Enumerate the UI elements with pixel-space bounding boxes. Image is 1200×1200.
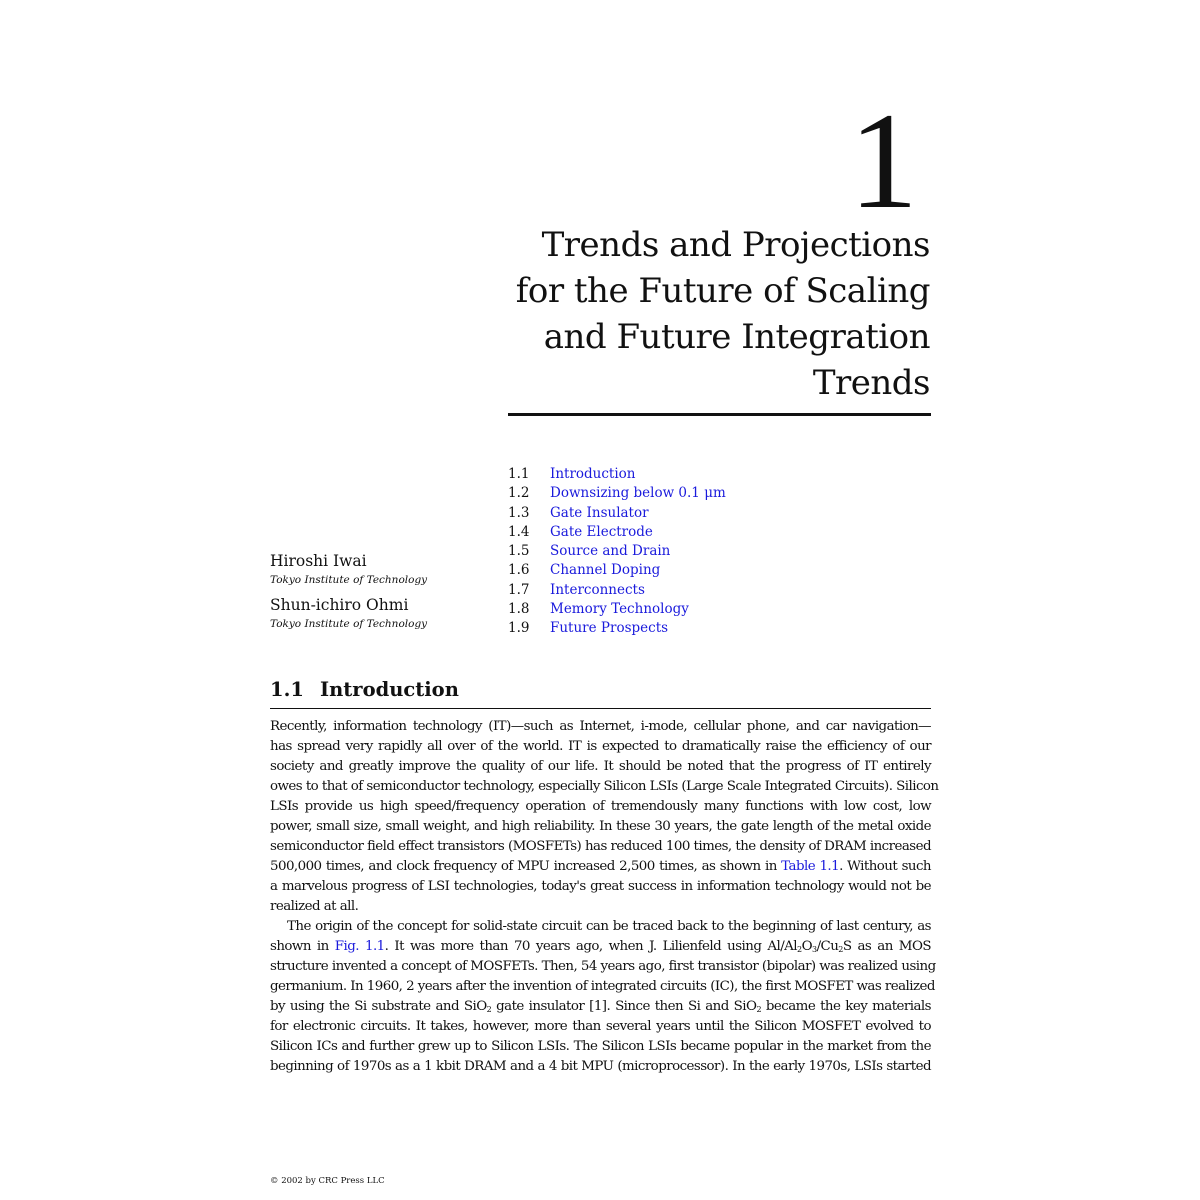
chapter-title: [450, 222, 930, 406]
author-affiliation: Tokyo Institute of Technology: [270, 574, 428, 586]
section-divider: [270, 708, 931, 709]
text-line: a marvelous progress of LSI technologies, today's great success in information technology would not be: [270, 879, 931, 894]
subscript: 3: [812, 945, 817, 954]
title-divider: [508, 413, 931, 416]
text-line: beginning of 1970s as a 1 kbit DRAM and a 4 bit MPU (microprocessor). In the early 1970s, LSIs started: [270, 1059, 931, 1074]
subscript: 2: [797, 945, 802, 954]
toc-number: 1.4: [508, 523, 530, 540]
author-name: Shun-ichiro Ohmi: [270, 596, 409, 614]
authors: [270, 550, 427, 638]
toc-number: 1.2: [508, 485, 530, 502]
text-span: /Cu: [816, 939, 839, 954]
table-of-contents: [508, 465, 726, 639]
section-heading: [270, 676, 931, 704]
text-line: structure invented a concept of MOSFETs. Then, 54 years ago, first transistor (bipolar) was realized using: [270, 959, 936, 974]
text-span: S as an MOS: [842, 939, 931, 954]
toc-item: [508, 484, 726, 503]
text-line: for electronic circuits. It takes, however, more than several years until the Silicon MOSFET evolved to: [270, 1019, 931, 1034]
toc-item: [508, 465, 726, 484]
text-line: semiconductor field effect transistors (MOSFETs) has reduced 100 times, the density of DRAM increased: [270, 839, 931, 854]
text-line: Silicon ICs and further grew up to Silicon LSIs. The Silicon LSIs became popular in the market from the: [270, 1039, 931, 1054]
chapter-title-line: and Future Integration: [543, 317, 930, 357]
text-span: 500,000 times, and clock frequency of MPU increased 2,500 times, as shown in: [270, 859, 782, 874]
subscript: 2: [486, 1005, 492, 1014]
text-span: shown in: [270, 939, 335, 954]
section-number: 1.1: [270, 678, 304, 701]
text-line: Recently, information technology (IT)—such as Internet, i-mode, cellular phone, and car navigation—: [270, 719, 931, 734]
text-line: power, small size, small weight, and high reliability. In these 30 years, the gate length of the metal oxide: [270, 819, 931, 834]
text-line: [270, 857, 931, 877]
author-name: Hiroshi Iwai: [270, 552, 367, 570]
text-span: gate insulator [1]. Since then Si and SiO: [491, 999, 757, 1014]
subscript: 2: [756, 1005, 761, 1014]
section-title: Introduction: [320, 678, 459, 701]
text-line: has spread very rapidly all over of the world. IT is expected to dramatically raise the efficiency of our: [270, 739, 931, 754]
text-line: [270, 937, 931, 957]
chapter-title-line: for the Future of Scaling: [515, 271, 930, 311]
toc-number: 1.9: [508, 620, 530, 637]
toc-item: [508, 542, 726, 561]
toc-link-introduction[interactable]: Introduction: [550, 466, 636, 482]
subscript: 2: [838, 945, 843, 954]
text-line: society and greatly improve the quality of our life. It should be noted that the progress of IT entirely: [270, 759, 931, 774]
toc-link-gate-electrode[interactable]: Gate Electrode: [550, 523, 653, 540]
toc-number: 1.3: [508, 504, 530, 521]
toc-number: 1.5: [508, 543, 530, 560]
text-line: owes to that of semiconductor technology, especially Silicon LSIs (Large Scale Integrated Circuits). Silicon: [270, 779, 939, 794]
text-line: LSIs provide us high speed/frequency operation of tremendously many functions with low cost, low: [270, 799, 931, 814]
toc-link-downsizing[interactable]: Downsizing below 0.1 μm: [550, 485, 726, 502]
toc-link-future-prospects[interactable]: Future Prospects: [550, 620, 669, 637]
text-line: realized at all.: [270, 899, 359, 914]
text-span: . It was more than 70 years ago, when J. Lilienfeld using Al/Al: [384, 939, 798, 954]
text-line: germanium. In 1960, 2 years after the invention of integrated circuits (IC), the first MOSFET was realized: [270, 979, 935, 994]
toc-number: 1.7: [508, 581, 530, 598]
figure-reference-link[interactable]: Fig. 1.1: [334, 939, 385, 954]
toc-link-source-and-drain[interactable]: Source and Drain: [550, 543, 671, 560]
copyright-footer: © 2002 by CRC Press LLC: [270, 1176, 385, 1186]
toc-item: [508, 561, 726, 580]
chapter-number: 1: [849, 84, 918, 237]
author-affiliation: Tokyo Institute of Technology: [270, 618, 428, 630]
toc-number: 1.6: [508, 562, 530, 579]
text-line: The origin of the concept for solid-state circuit can be traced back to the beginning of last century, as: [287, 919, 931, 934]
text-span: . Without such: [839, 859, 931, 874]
toc-link-memory-technology[interactable]: Memory Technology: [550, 601, 689, 618]
toc-item: [508, 619, 726, 638]
body-text: [270, 717, 939, 1077]
toc-item: [508, 504, 726, 523]
toc-number: 1.1: [508, 466, 530, 482]
toc-item: [508, 600, 726, 619]
chapter-title-line: Trends: [812, 363, 930, 403]
chapter-title-line: Trends and Projections: [541, 225, 930, 265]
text-line: [270, 997, 931, 1017]
toc-link-gate-insulator[interactable]: Gate Insulator: [550, 504, 649, 521]
toc-item: [508, 523, 726, 542]
text-span: O: [801, 939, 813, 954]
toc-link-interconnects[interactable]: Interconnects: [550, 581, 645, 598]
table-reference-link[interactable]: Table 1.1: [781, 859, 840, 874]
toc-link-channel-doping[interactable]: Channel Doping: [550, 562, 661, 579]
text-span: by using the Si substrate and SiO: [270, 999, 487, 1014]
text-span: became the key materials: [761, 999, 931, 1014]
toc-item: [508, 581, 726, 600]
toc-number: 1.8: [508, 601, 530, 618]
